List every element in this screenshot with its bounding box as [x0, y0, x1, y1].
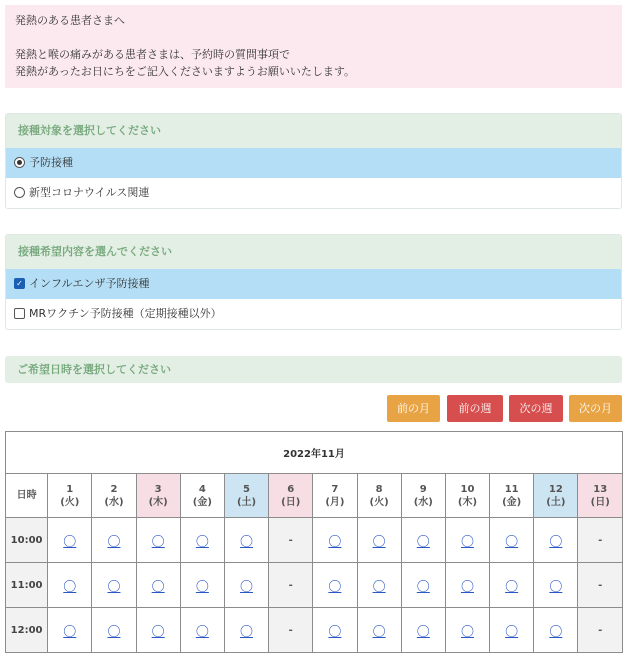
slot-available-link[interactable]: 〇 [372, 534, 386, 550]
day-number: 9 [419, 483, 427, 495]
slot-available-link[interactable]: 〇 [240, 624, 254, 640]
time-header: 日時 [6, 474, 48, 518]
time-slot-row [6, 563, 623, 608]
slot-available-link[interactable]: 〇 [240, 534, 254, 550]
slot-available-link[interactable]: 〇 [505, 534, 519, 550]
day-number: 4 [198, 483, 206, 495]
slot-cell [224, 608, 268, 653]
slot-available-link[interactable]: 〇 [372, 579, 386, 595]
time-label: 10:00 [6, 518, 48, 563]
slot-unavailable: - [578, 518, 623, 563]
content-option-mr[interactable] [6, 299, 621, 329]
slot-available-link[interactable]: 〇 [505, 624, 519, 640]
checkbox-checked-icon[interactable]: ✓ [14, 278, 25, 289]
slot-available-link[interactable]: 〇 [416, 624, 430, 640]
fever-notice [5, 5, 622, 88]
slot-cell [401, 518, 445, 563]
slot-available-link[interactable]: 〇 [107, 534, 121, 550]
day-number: 13 [593, 483, 608, 495]
day-weekday: (金) [502, 496, 522, 508]
day-number: 7 [331, 483, 339, 495]
day-weekday: (火) [60, 496, 80, 508]
slot-available-link[interactable]: 〇 [549, 624, 563, 640]
content-heading: 接種希望内容を選んでください [6, 235, 621, 269]
slot-cell [136, 518, 180, 563]
day-number: 2 [110, 483, 118, 495]
day-number: 8 [375, 483, 383, 495]
slot-available-link[interactable]: 〇 [328, 579, 342, 595]
day-weekday: (木) [457, 496, 478, 508]
slot-available-link[interactable]: 〇 [107, 624, 121, 640]
target-panel [5, 113, 622, 209]
slot-cell [92, 608, 136, 653]
slot-cell [180, 608, 224, 653]
day-weekday: (金) [192, 496, 212, 508]
slot-unavailable: - [269, 518, 313, 563]
content-option-influenza[interactable] [6, 269, 621, 299]
day-header [578, 474, 623, 518]
radio-selected-icon[interactable] [14, 157, 25, 168]
slot-available-link[interactable]: 〇 [195, 579, 209, 595]
day-header-row [6, 474, 623, 518]
day-weekday: (水) [104, 496, 124, 508]
slot-unavailable: - [269, 563, 313, 608]
slot-available-link[interactable]: 〇 [195, 624, 209, 640]
day-header [313, 474, 357, 518]
slot-cell [313, 518, 357, 563]
day-weekday: (日) [590, 496, 610, 508]
slot-available-link[interactable]: 〇 [240, 579, 254, 595]
slot-cell [357, 518, 401, 563]
time-label: 11:00 [6, 563, 48, 608]
slot-available-link[interactable]: 〇 [416, 534, 430, 550]
target-heading: 接種対象を選択してください [6, 114, 621, 148]
day-weekday: (土) [546, 496, 566, 508]
calendar-month: 2022年11月 [6, 432, 623, 474]
time-label: 12:00 [6, 608, 48, 653]
notice-title: 発熱のある患者さまへ [15, 14, 125, 27]
notice-line-2: 発熱があったお日にちをご記入くださいますようお願いいたします。 [15, 65, 356, 78]
day-number: 12 [548, 483, 563, 495]
slot-cell [224, 563, 268, 608]
day-weekday: (土) [236, 496, 257, 508]
prev-week-button[interactable]: 前の週 [447, 395, 503, 422]
slot-available-link[interactable]: 〇 [63, 534, 77, 550]
target-option-label: 新型コロナウイルス関連 [29, 186, 150, 199]
slot-available-link[interactable]: 〇 [460, 579, 474, 595]
slot-cell [490, 518, 534, 563]
day-weekday: (水) [413, 496, 433, 508]
day-number: 10 [460, 483, 475, 495]
day-header [401, 474, 445, 518]
day-header [136, 474, 180, 518]
target-option-label: 予防接種 [29, 156, 73, 169]
slot-cell [534, 608, 578, 653]
slot-cell [401, 608, 445, 653]
slot-unavailable: - [578, 563, 623, 608]
slot-available-link[interactable]: 〇 [549, 579, 563, 595]
day-header [490, 474, 534, 518]
day-header [269, 474, 313, 518]
radio-unselected-icon[interactable] [14, 187, 25, 198]
next-month-button[interactable]: 次の月 [569, 395, 622, 422]
slot-cell [313, 608, 357, 653]
slot-cell [534, 518, 578, 563]
day-header [224, 474, 268, 518]
day-header [357, 474, 401, 518]
day-header [180, 474, 224, 518]
slot-available-link[interactable]: 〇 [460, 624, 474, 640]
slot-cell [445, 563, 489, 608]
slot-available-link[interactable]: 〇 [549, 534, 563, 550]
slot-available-link[interactable]: 〇 [151, 534, 165, 550]
slot-available-link[interactable]: 〇 [328, 624, 342, 640]
day-header [534, 474, 578, 518]
day-weekday: (木) [148, 496, 168, 508]
slot-cell [224, 518, 268, 563]
day-number: 11 [504, 483, 519, 495]
target-option-covid[interactable] [6, 178, 621, 208]
slot-cell [313, 563, 357, 608]
slot-cell [180, 518, 224, 563]
slot-available-link[interactable]: 〇 [372, 624, 386, 640]
slot-cell [534, 563, 578, 608]
slot-cell [136, 608, 180, 653]
calendar-body [6, 518, 623, 653]
datetime-heading: ご希望日時を選択してください [5, 356, 622, 383]
checkbox-unchecked-icon[interactable] [14, 308, 25, 319]
day-number: 1 [66, 483, 74, 495]
slot-unavailable: - [578, 608, 623, 653]
slot-unavailable: - [269, 608, 313, 653]
content-panel [5, 234, 622, 330]
slot-available-link[interactable]: 〇 [416, 579, 430, 595]
prev-month-button[interactable]: 前の月 [387, 395, 440, 422]
slot-cell [136, 563, 180, 608]
slot-available-link[interactable]: 〇 [151, 624, 165, 640]
slot-available-link[interactable]: 〇 [63, 579, 77, 595]
day-header [92, 474, 136, 518]
time-slot-row [6, 608, 623, 653]
slot-cell [92, 563, 136, 608]
slot-cell [401, 563, 445, 608]
slot-available-link[interactable]: 〇 [195, 534, 209, 550]
slot-cell [490, 608, 534, 653]
calendar-table [5, 431, 623, 653]
slot-cell [490, 563, 534, 608]
next-week-button[interactable]: 次の週 [509, 395, 563, 422]
slot-cell [48, 563, 92, 608]
content-option-label: MRワクチン予防接種（定期接種以外） [29, 307, 222, 320]
slot-available-link[interactable]: 〇 [505, 579, 519, 595]
slot-cell [357, 563, 401, 608]
slot-available-link[interactable]: 〇 [107, 579, 121, 595]
slot-cell [92, 518, 136, 563]
day-number: 6 [287, 483, 295, 495]
slot-cell [357, 608, 401, 653]
slot-cell [48, 608, 92, 653]
slot-available-link[interactable]: 〇 [460, 534, 474, 550]
day-weekday: (月) [325, 496, 345, 508]
day-weekday: (火) [369, 496, 389, 508]
slot-available-link[interactable]: 〇 [328, 534, 342, 550]
content-option-label: インフルエンザ予防接種 [29, 277, 150, 290]
slot-cell [445, 608, 489, 653]
day-number: 3 [154, 483, 162, 495]
day-header [445, 474, 489, 518]
slot-cell [48, 518, 92, 563]
slot-available-link[interactable]: 〇 [151, 579, 165, 595]
day-number: 5 [243, 483, 251, 495]
target-option-vaccination[interactable] [6, 148, 621, 178]
time-slot-row [6, 518, 623, 563]
slot-cell [180, 563, 224, 608]
slot-available-link[interactable]: 〇 [63, 624, 77, 640]
day-weekday: (日) [281, 496, 301, 508]
notice-line-1: 発熱と喉の痛みがある患者さまは、予約時の質問事項で [15, 48, 290, 61]
day-header [48, 474, 92, 518]
slot-cell [445, 518, 489, 563]
